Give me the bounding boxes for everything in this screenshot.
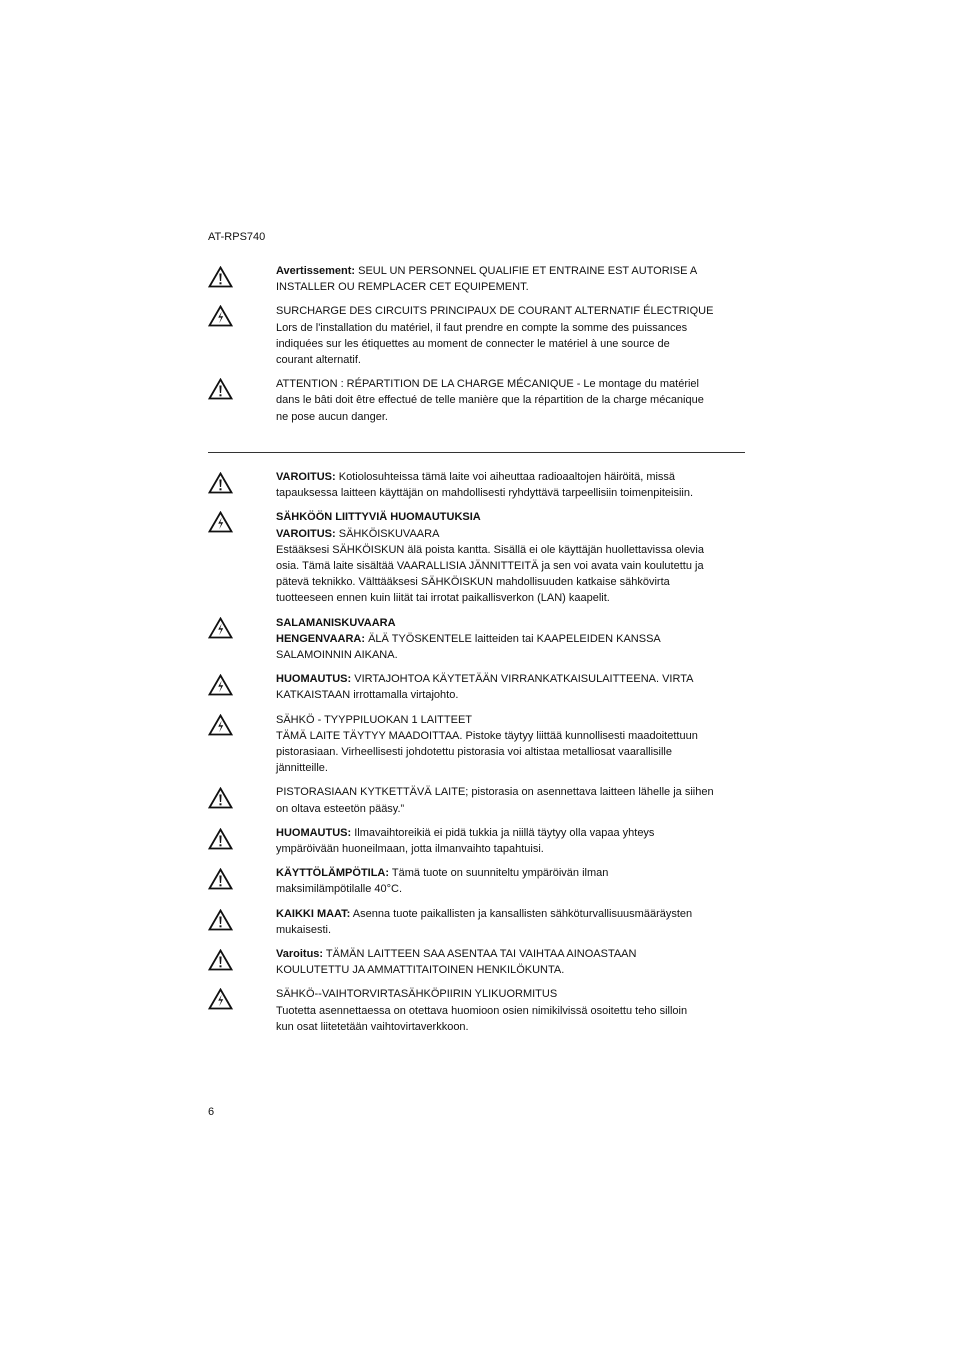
text-line (276, 881, 744, 897)
french-warnings-section (208, 263, 748, 433)
bold-label: VAROITUS: (276, 471, 336, 483)
text-line (276, 760, 744, 776)
line-text: Kotiolosuhteissa tämä laite voi aiheuttaa radioaaltojen häiröitä, missä (335, 471, 676, 483)
text-line (276, 647, 744, 663)
line-text: ympäröivään huoneilmaan, jotta ilmanvaihto tapahtuisi. (276, 843, 544, 856)
finnish-warnings-section (208, 469, 748, 1043)
warning-icon (208, 263, 276, 288)
warning-icon (208, 376, 276, 400)
line-text: ÄLÄ TYÖSKENTELE laitteiden tai KAAPELEIDEN KANSSA (365, 632, 661, 645)
line-text: ATTENTION : RÉPARTITION DE LA CHARGE MÉCANIQUE - Le montage du matériel (276, 378, 699, 391)
line-text: on oltava esteetön pääsy.” (276, 802, 405, 815)
text-line (276, 687, 744, 703)
warning-text (276, 784, 744, 816)
text-line (276, 279, 744, 295)
bold-label: Avertissement: (276, 265, 356, 277)
text-line (276, 906, 744, 922)
line-text: PISTORASIAAN KYTKETTÄVÄ LAITE; pistorasia on asennettava laitteen lähelle ja siihen (276, 786, 714, 799)
line-text: SURCHARGE DES CIRCUITS PRINCIPAUX DE COURANT ALTERNATIF ÉLECTRIQUE (276, 305, 714, 318)
line-text: KOULUTETTU JA AMMATTITAITOINEN HENKILÖKUNTA. (276, 964, 565, 977)
line-text: SEUL UN PERSONNEL QUALIFIE ET ENTRAINE EST AUTORISE A (355, 265, 698, 277)
line-text: SALAMOINNIN AIKANA. (276, 649, 398, 662)
warning-text (276, 615, 744, 664)
electric-shock-icon (208, 303, 276, 327)
warning-text (276, 712, 744, 777)
line-text: VIRTAJOHTOA KÄYTETÄÄN VIRRANKATKAISULAITTEENA. VIRTA (351, 673, 694, 686)
warning-text (276, 376, 744, 425)
line-text: maksimilämpötilalle 40°C. (276, 883, 403, 896)
text-line (276, 469, 744, 485)
warning-entry (208, 986, 748, 1035)
bold-label: Varoitus: (276, 948, 324, 961)
text-line (276, 671, 744, 687)
text-line (276, 558, 744, 574)
bold-label: SÄHKÖÖN LIITTYVIÄ HUOMAUTUKSIA (276, 511, 481, 524)
electric-shock-icon (208, 671, 276, 696)
warning-text (276, 303, 744, 368)
electric-shock-icon (208, 509, 276, 533)
page-number: 6 (208, 1106, 215, 1118)
text-line (276, 352, 744, 368)
line-text: KATKAISTAAN irrottamalla virtajohto. (276, 689, 459, 702)
line-text: dans le bâti doit être effectué de telle manière que la répartition de la charge mécanique (276, 394, 704, 407)
bold-label: KAIKKI MAAT: (276, 907, 351, 920)
warning-entry (208, 825, 748, 857)
text-line (276, 303, 744, 319)
text-line (276, 542, 744, 558)
section-divider (208, 452, 745, 453)
text-line (276, 574, 744, 590)
text-line (276, 526, 744, 542)
text-line (276, 784, 744, 800)
text-line (276, 336, 744, 352)
text-line (276, 986, 744, 1002)
warning-icon (208, 906, 276, 931)
line-text: SÄHKÖISKUVAARA (335, 527, 440, 540)
text-line (276, 962, 744, 978)
text-line (276, 922, 744, 938)
line-text: osia. Tämä laite sisältää VAARALLISIA JÄNNITTEITÄ ja sen voi avata vain koulutettu ja (276, 560, 704, 573)
line-text: INSTALLER OU REMPLACER CET EQUIPEMENT. (276, 281, 529, 294)
line-text: courant alternatif. (276, 354, 361, 367)
line-text: ne pose aucun danger. (276, 410, 388, 423)
warning-entry (208, 712, 748, 777)
line-text: Lors de l'installation du matériel, il faut prendre en compte la somme des puissances (276, 321, 688, 334)
text-line (276, 728, 744, 744)
line-text: indiquées sur les étiquettes au moment de connecter le matériel à une source de (276, 337, 670, 350)
warning-entry (208, 865, 748, 897)
warning-entry (208, 376, 748, 425)
line-text: tapauksessa laitteen käyttäjän on mahdollisesti ryhdyttävä tarpeellisiin toimenpiteisiin. (276, 487, 694, 500)
line-text: tuotteeseen ennen kuin liität tai irrotat paikallisverkon (LAN) kaapelit. (276, 592, 610, 605)
warning-text (276, 263, 744, 295)
text-line (276, 1003, 744, 1019)
line-text: SÄHKÖ--VAIHTORVIRTASÄHKÖPIIRIN YLIKUORMITUS (276, 988, 558, 1001)
bold-label: VAROITUS: (276, 527, 336, 540)
warning-icon (208, 784, 276, 809)
text-line (276, 392, 744, 408)
text-line (276, 485, 744, 501)
bold-label: HENGENVAARA: (276, 632, 366, 645)
line-text: Estääksesi SÄHKÖISKUN älä poista kantta. Sisällä ei ole käyttäjän huollettavissa olevia (276, 543, 704, 556)
line-text: pistorasiaan. Virheellisesti johdotettu pistorasia voi altistaa metalliosat vaarallisille (276, 746, 672, 759)
text-line (276, 376, 744, 392)
text-line (276, 631, 744, 647)
warning-entry (208, 906, 748, 938)
warning-icon (208, 946, 276, 971)
warning-entry (208, 303, 748, 368)
line-text: SÄHKÖ - TYYPPILUOKAN 1 LAITTEET (276, 713, 473, 726)
line-text: Tämä tuote on suunniteltu ympäröivän ilman (389, 867, 609, 880)
text-line (276, 744, 744, 760)
text-line (276, 615, 744, 631)
warning-entry (208, 671, 748, 703)
line-text: Tuotetta asennettaessa on otettava huomioon osien nimikilvissä osoitettu teho silloin (276, 1004, 688, 1017)
warning-icon (208, 865, 276, 890)
warning-text (276, 671, 744, 703)
warning-text (276, 865, 744, 897)
text-line (276, 841, 744, 857)
warning-text (276, 469, 744, 501)
text-line (276, 865, 744, 881)
line-text: pätevä teknikko. Välttääksesi SÄHKÖISKUN mahdollisuuden katkaise sähkövirta (276, 576, 670, 589)
line-text: Ilmavaihtoreikiä ei pidä tukkia ja niillä täytyy olla vapaa yhteys (351, 826, 655, 839)
warning-text (276, 986, 744, 1035)
bold-label: KÄYTTÖLÄMPÖTILA: (276, 867, 390, 880)
warning-entry (208, 509, 748, 606)
bold-label: HUOMAUTUS: (276, 826, 352, 839)
line-text: jännitteille. (276, 762, 328, 775)
warning-entry (208, 263, 748, 295)
warning-text (276, 906, 744, 938)
text-line (276, 946, 744, 962)
line-text: kun osat liitetetään vaihtovirtaverkkoon. (276, 1020, 469, 1033)
text-line (276, 320, 744, 336)
text-line (276, 825, 744, 841)
lightning-icon (208, 615, 276, 639)
warning-entry (208, 469, 748, 501)
line-text: mukaisesti. (276, 923, 332, 936)
text-line (276, 509, 744, 525)
text-line (276, 590, 744, 606)
line-text: TÄMÄN LAITTEEN SAA ASENTAA TAI VAIHTAA AINOASTAAN (323, 948, 637, 961)
electric-shock-icon (208, 712, 276, 736)
warning-text (276, 509, 744, 606)
warning-entry (208, 615, 748, 664)
text-line (276, 712, 744, 728)
text-line (276, 801, 744, 817)
warning-text (276, 825, 744, 857)
line-text: TÄMÄ LAITE TÄYTYY MAADOITTAA. Pistoke täytyy liittää kunnollisesti maadoitettuun (276, 729, 698, 742)
warning-entry (208, 784, 748, 816)
warning-icon (208, 469, 276, 494)
text-line (276, 263, 744, 279)
warning-text (276, 946, 744, 978)
bold-label: HUOMAUTUS: (276, 673, 352, 686)
electric-shock-icon (208, 986, 276, 1010)
page-header-model: AT-RPS740 (208, 231, 266, 243)
line-text: Asenna tuote paikallisten ja kansallisten sähköturvallisuusmääräysten (350, 907, 693, 920)
text-line (276, 409, 744, 425)
warning-entry (208, 946, 748, 978)
text-line (276, 1019, 744, 1035)
warning-icon (208, 825, 276, 850)
bold-label: SALAMANISKUVAARA (276, 616, 396, 629)
